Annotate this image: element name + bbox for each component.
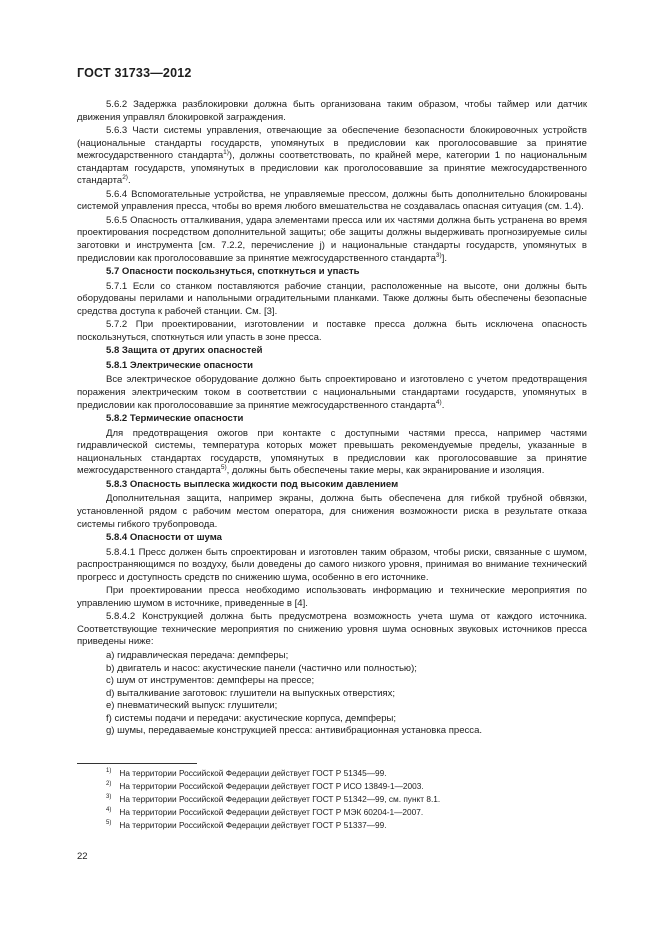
page-number: 22: [77, 851, 88, 862]
footnote-text: На территории Российской Федерации действует ГОСТ Р 51345—99.: [119, 768, 387, 778]
paragraph-5-7-2: 5.7.2 При проектировании, изготовлении и поставке пресса должна быть исключена опасность поскользнуться, споткнуться или упасть в зоне пресса.: [77, 319, 587, 343]
paragraph-5-8-4-1: 5.8.4.1 Пресс должен быть спроектирован и изготовлен таким образом, чтобы риски, связанные с шумом, распространяющимся по воздуху, были доведены до самого низкого уровня, принимая во внимание технический прогресс и доступность средств по снижению шума, особенно в его источнике.: [77, 546, 587, 583]
paragraph-5-8-4-2: 5.8.4.2 Конструкцией должна быть предусмотрена возможность учета шума от каждого источника. Соответствующие технические мероприятия по снижению уровня шума основных звуковых источников пресса приведены ниже:: [77, 611, 587, 648]
noise-measures-list: [77, 650, 587, 738]
paragraph-text: Для предотвращения ожогов при контакте с доступными частями пресса, например частями гидравлической системы, температура которых может превышать рекомендуемые пределы, указанные в национальных стандартах государств, упомянутых в предисловии как проголосовавшие за принятие межгосударственного стандарта: [77, 427, 587, 477]
footnote-ref: 1): [223, 149, 229, 157]
list-item: d) выталкивание заготовок: глушители на выпускных отверстиях;: [106, 687, 396, 699]
footnote-mark: 2): [106, 781, 112, 788]
list-item: g) шумы, передаваемые конструкцией пресса: антивибрационная установка пресса.: [106, 725, 483, 737]
paragraph-text: .: [441, 399, 445, 411]
section-heading-5-8: 5.8 Защита от других опасностей: [106, 345, 263, 357]
list-item: b) двигатель и насос: акустические панели (частично или полностью);: [106, 662, 417, 674]
list-item: a) гидравлическая передача: демпферы;: [106, 649, 289, 661]
footnote-ref: 4): [435, 398, 442, 406]
section-heading-5-8-1: 5.8.1 Электрические опасности: [106, 359, 254, 371]
paragraph-5-7-1: 5.7.1 Если со станком поставляются рабочие станции, расположенные на высоте, они должны быть оборудованы перилами и напольными оградительными планками. Также должны быть обеспечены безопасные средства доступа к рабочей станции. См. [3].: [77, 280, 587, 317]
paragraph-fluid-ejection: Дополнительная защита, например экраны, должна быть обеспечена для гибкой трубной обвязки, установленной рядом с рабочим местом оператора, для снижения возможности риска в результате отказа системы гибкого трубопровода.: [77, 493, 587, 530]
footnote-text: На территории Российской Федерации действует ГОСТ Р 51342—99, см. пункт 8.1.: [119, 794, 441, 804]
footnote-ref: 3): [435, 251, 442, 259]
paragraph-5-6-3: [77, 125, 587, 188]
paragraph-text: Все электрическое оборудование должно быть спроектировано и изготовлено с учетом предотвращения поражения электрическим током в соответствии с национальными стандартами государств, упомянутых в предисловии как проголосовавшие за принятие межгосударственного стандарта: [77, 374, 587, 411]
footnote: [106, 767, 566, 780]
footnote-text: На территории Российской Федерации действует ГОСТ Р МЭК 60204-1—2007.: [119, 807, 424, 817]
paragraph-5-6-4: 5.6.4 Вспомогательные устройства, не управляемые прессом, должны быть дополнительно блокированы системой управления пресса, чтобы во время любого вмешательства не создавалась опасная ситуация (см. 1.4).: [77, 188, 587, 213]
paragraph-5-6-2: 5.6.2 Задержка разблокировки должна быть организована таким образом, чтобы таймер или датчик движения управлял блокировкой заграждения.: [77, 99, 587, 123]
paragraph-text: , должны быть обеспечены такие меры, как экранирование и изоляция.: [226, 465, 545, 477]
paragraph-text: 5.6.3 Части системы управления, отвечающие за обеспечение безопасности блокировочных устройств (национальные стандарты государств, упомянутых в предисловии как проголосовавшие за принятие межгосударственного стандарта: [77, 125, 587, 162]
paragraph-thermal: [77, 428, 587, 478]
footnote-text: На территории Российской Федерации действует ГОСТ Р ИСО 13849-1—2003.: [119, 781, 424, 791]
paragraph-text: 5.6.5 Опасность отталкивания, удара элементами пресса или их частями должна быть устранена во время проектирования посредством дополнительной защиты; обе защиты должны выдерживать прогнозируемые силы заготовки и инструмента [см. 7.2.2, перечисление j) и национальные стандарты государств, упомянутых в предисловии как проголосовавшие за принятие межгосударственного стандарта: [77, 214, 587, 264]
section-heading-5-8-3: 5.8.3 Опасность выплеска жидкости под высоким давлением: [106, 478, 399, 490]
footnote: [106, 819, 566, 832]
paragraph-text: .: [127, 175, 131, 187]
paragraph-electrical: [77, 374, 587, 412]
section-heading-5-8-2: 5.8.2 Термические опасности: [106, 413, 244, 425]
paragraph-5-6-5: [77, 215, 587, 265]
main-text: [77, 99, 587, 738]
footnote-ref: 5): [220, 464, 227, 472]
footnote-text: На территории Российской Федерации действует ГОСТ Р 51337—99.: [119, 820, 387, 830]
footnote: [106, 793, 566, 806]
paragraph-text: ), должны соответствовать, по крайней мере, категории 1 по национальным стандартам государств, упомянутых в предисловии как проголосовавшие за принятие межгосударственного стандарта: [77, 150, 587, 187]
footnote-separator: [77, 763, 197, 764]
footnote-mark: 1): [106, 768, 112, 775]
list-item: e) пневматический выпуск: глушители;: [106, 700, 278, 712]
footnote: [106, 806, 566, 819]
footnote-mark: 4): [106, 807, 112, 814]
list-item: c) шум от инструментов: демпферы на прессе;: [106, 675, 315, 687]
footnote-ref: 2): [122, 174, 128, 182]
footnote-mark: 3): [106, 794, 112, 801]
list-item: f) системы подачи и передачи: акустические корпуса, демпферы;: [106, 712, 397, 724]
footnote-mark: 5): [106, 820, 112, 827]
footnotes: [106, 767, 566, 832]
section-heading-5-7: 5.7 Опасности поскользнуться, споткнуться и упасть: [106, 266, 360, 278]
section-heading-5-8-4: 5.8.4 Опасности от шума: [106, 532, 222, 544]
paragraph-noise-design: При проектировании пресса необходимо использовать информацию и технические мероприятия по управлению шумом в источнике, приведенные в [4].: [77, 585, 587, 609]
page-header-standard-title: ГОСТ 31733—2012: [77, 66, 192, 80]
footnote: [106, 780, 566, 793]
paragraph-text: ].: [441, 252, 447, 264]
